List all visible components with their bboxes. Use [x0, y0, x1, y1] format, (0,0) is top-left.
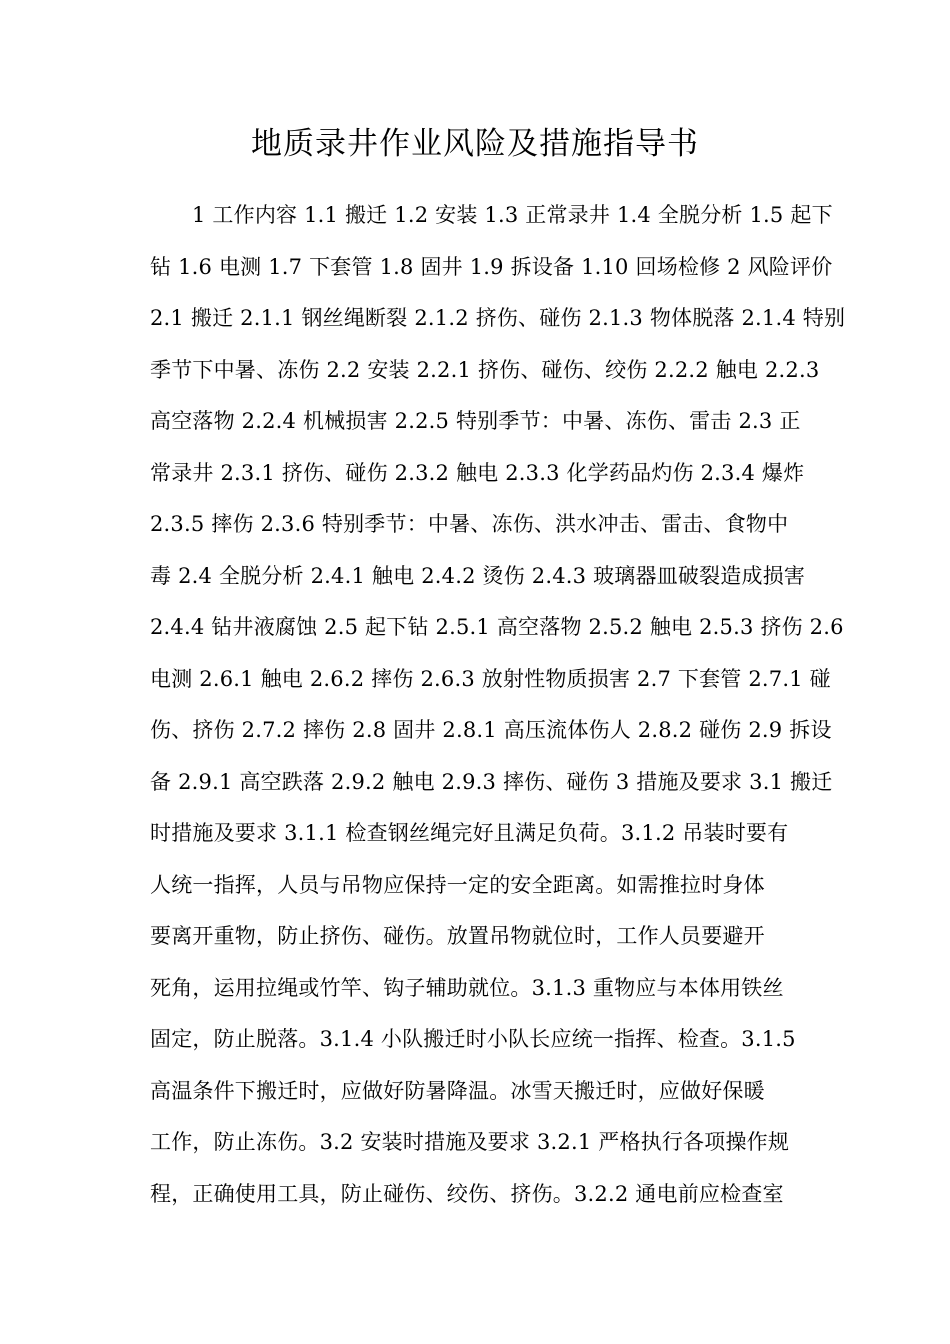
document-body — [150, 190, 846, 1220]
body-line: 季节下中暑、冻伤 2.2 安装 2.2.1 挤伤、碰伤、绞伤 2.2.2 触电 2.2.3 — [150, 357, 820, 382]
body-line: 人统一指挥，人员与吊物应保持一定的安全距离。如需推拉时身体 — [150, 872, 765, 897]
body-line: 1 工作内容 1.1 搬迁 1.2 安装 1.3 正常录井 1.4 全脱分析 1.5 起下 — [192, 203, 833, 227]
body-line: 高空落物 2.2.4 机械损害 2.2.5 特别季节：中暑、冻伤、雷击 2.3 正 — [150, 409, 801, 433]
body-line: 常录井 2.3.1 挤伤、碰伤 2.3.2 触电 2.3.3 化学药品灼伤 2.3.4 爆炸 — [150, 460, 805, 485]
body-line: 伤、挤伤 2.7.2 摔伤 2.8 固井 2.8.1 高压流体伤人 2.8.2 碰伤 2.9 拆设 — [150, 718, 832, 742]
body-line: 高温条件下搬迁时，应做好防暑降温。冰雪天搬迁时，应做好保暖 — [150, 1078, 765, 1103]
body-line: 死角，运用拉绳或竹竿、钩子辅助就位。3.1.3 重物应与本体用铁丝 — [150, 975, 784, 1000]
body-line: 要离开重物，防止挤伤、碰伤。放置吊物就位时，工作人员要避开 — [150, 924, 765, 948]
body-line: 工作，防止冻伤。3.2 安装时措施及要求 3.2.1 严格执行各项操作规 — [150, 1130, 790, 1154]
document-title: 地质录井作业风险及措施指导书 — [251, 126, 699, 162]
body-line: 毒 2.4 全脱分析 2.4.1 触电 2.4.2 烫伤 2.4.3 玻璃器皿破裂造成损害 — [150, 563, 806, 588]
body-line: 固定，防止脱落。3.1.4 小队搬迁时小队长应统一指挥、检查。3.1.5 — [150, 1027, 796, 1051]
body-line: 2.3.5 摔伤 2.3.6 特别季节：中暑、冻伤、洪水冲击、雷击、食物中 — [150, 512, 789, 536]
body-line: 备 2.9.1 高空跌落 2.9.2 触电 2.9.3 摔伤、碰伤 3 措施及要求 3.1 搬迁 — [150, 769, 833, 794]
body-line: 2.4.4 钻井液腐蚀 2.5 起下钻 2.5.1 高空落物 2.5.2 触电 2.5.3 挤伤 2.6 — [150, 615, 844, 639]
body-line: 电测 2.6.1 触电 2.6.2 摔伤 2.6.3 放射性物质损害 2.7 下套管 2.7.1 碰 — [150, 666, 831, 691]
body-line: 2.1 搬迁 2.1.1 钢丝绳断裂 2.1.2 挤伤、碰伤 2.1.3 物体脱落 2.1.4 特别 — [150, 306, 846, 330]
body-line: 钻 1.6 电测 1.7 下套管 1.8 固井 1.9 拆设备 1.10 回场检修 2 风险评价 — [150, 254, 833, 279]
body-line: 时措施及要求 3.1.1 检查钢丝绳完好且满足负荷。3.1.2 吊装时要有 — [150, 821, 789, 845]
body-line: 程，正确使用工具，防止碰伤、绞伤、挤伤。3.2.2 通电前应检查室 — [150, 1181, 784, 1206]
